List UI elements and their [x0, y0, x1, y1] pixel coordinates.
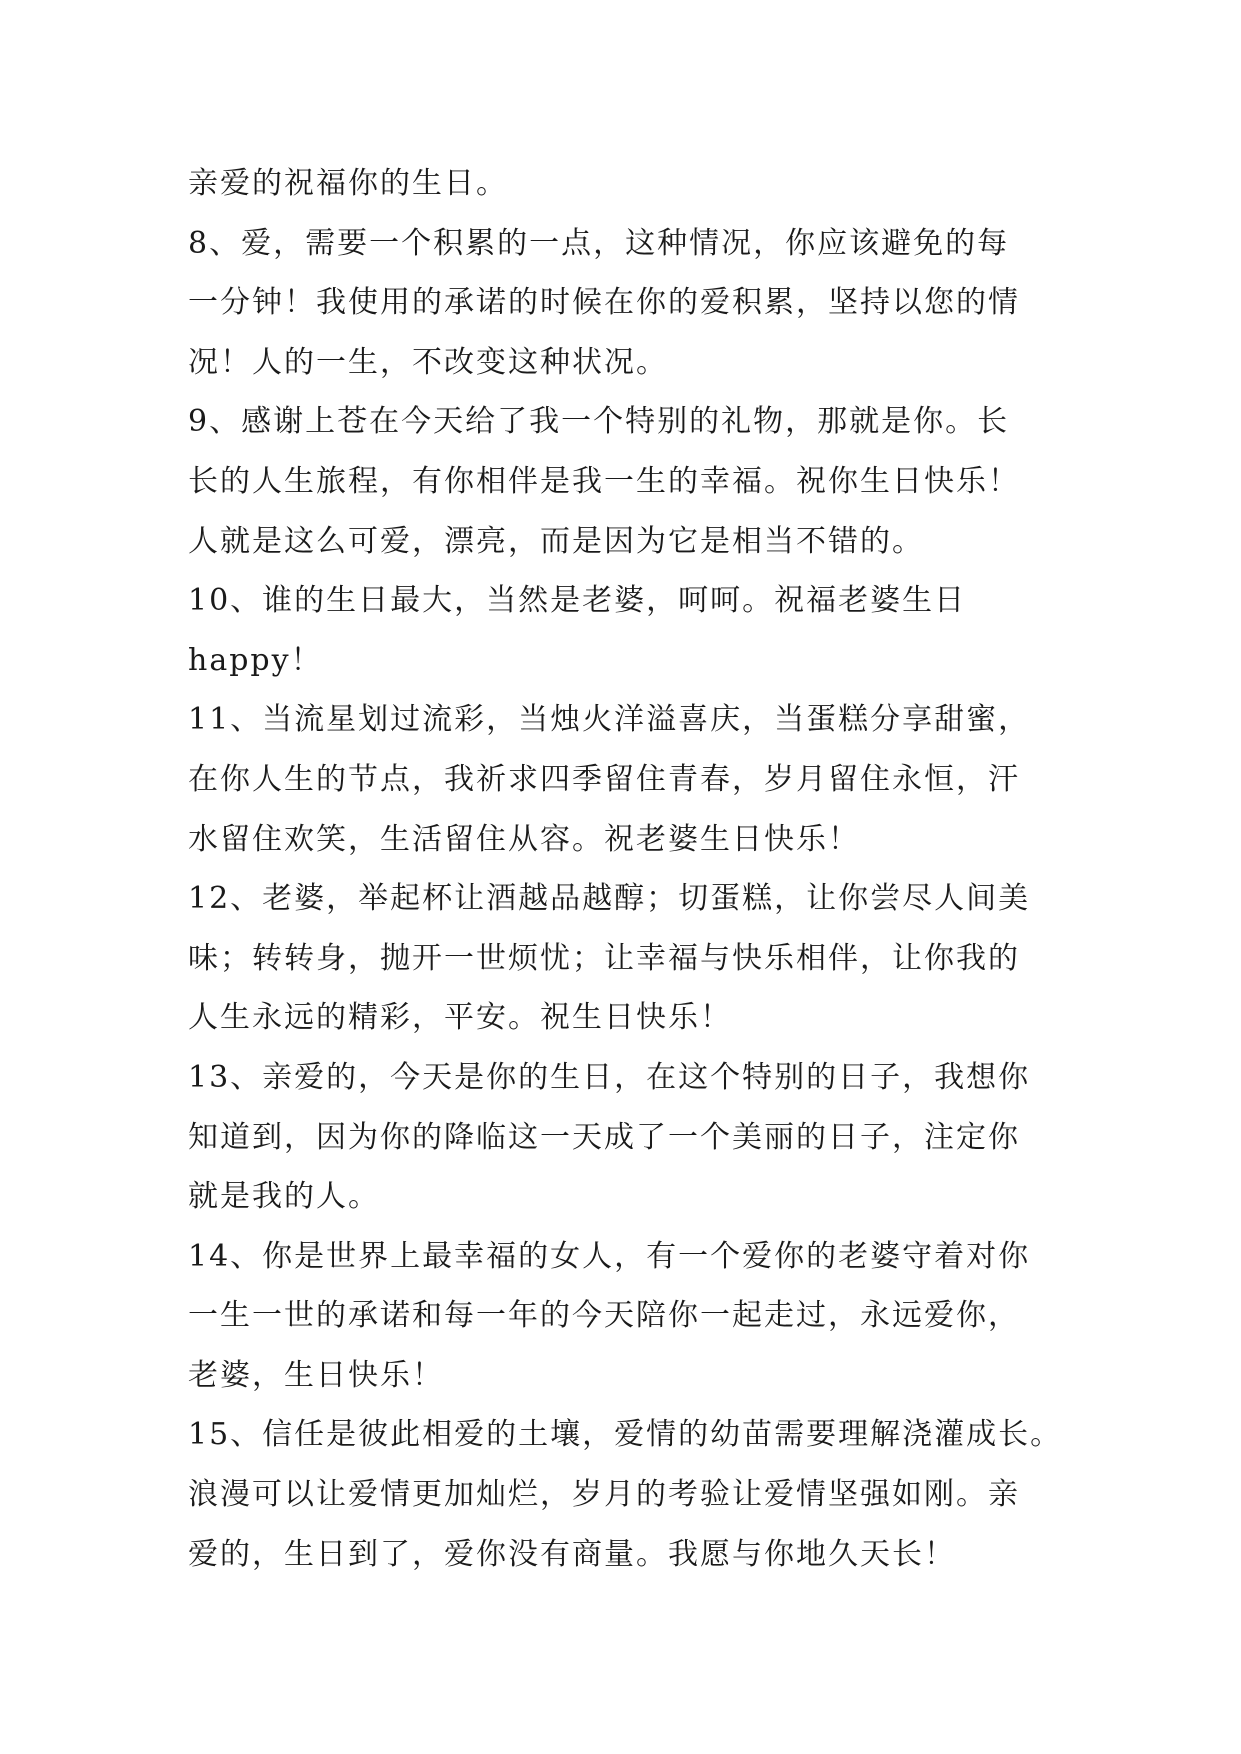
text-line: 在你人生的节点，我祈求四季留住青春，岁月留住永恒，汗	[188, 761, 1020, 797]
text-line: 一生一世的承诺和每一年的今天陪你一起走过，永远爱你，	[188, 1298, 1020, 1334]
text-line: 一分钟！我使用的承诺的时候在你的爱积累，坚持以您的情	[188, 285, 1020, 321]
text-line: 水留住欢笑，生活留住从容。祝老婆生日快乐！	[188, 821, 860, 857]
text-line: 浪漫可以让爱情更加灿烂，岁月的考验让爱情坚强如刚。亲	[188, 1477, 1020, 1513]
text-line: 就是我的人。	[188, 1179, 380, 1215]
text-line: 人生永远的精彩，平安。祝生日快乐！	[188, 1000, 732, 1036]
text-line: 况！人的一生，不改变这种状况。	[188, 344, 668, 380]
text-line: 11、当流星划过流彩，当烛火洋溢喜庆，当蛋糕分享甜蜜，	[188, 702, 1031, 738]
text-line: 15、信任是彼此相爱的土壤，爱情的幼苗需要理解浇灌成长。	[188, 1417, 1063, 1453]
text-line: 13、亲爱的，今天是你的生日，在这个特别的日子，我想你	[188, 1059, 1031, 1095]
text-line: 人就是这么可爱，漂亮，而是因为它是相当不错的。	[188, 523, 924, 559]
text-line: 长的人生旅程，有你相伴是我一生的幸福。祝你生日快乐！	[188, 463, 1020, 499]
text-line: 8、爱，需要一个积累的一点，这种情况，你应该避免的每	[188, 225, 1010, 261]
text-line: 10、谁的生日最大，当然是老婆，呵呵。祝福老婆生日	[188, 583, 967, 619]
text-line: 亲爱的祝福你的生日。	[188, 166, 508, 201]
text-line: 14、你是世界上最幸福的女人，有一个爱你的老婆守着对你	[188, 1238, 1031, 1274]
text-line: 味；转转身，抛开一世烦忧；让幸福与快乐相伴，让你我的	[188, 940, 1020, 976]
text-line: 知道到，因为你的降临这一天成了一个美丽的日子，注定你	[188, 1119, 1020, 1155]
text-line: 9、感谢上苍在今天给了我一个特别的礼物，那就是你。长	[188, 404, 1010, 440]
text-line: 老婆，生日快乐！	[188, 1357, 444, 1393]
text-line: 爱的，生日到了，爱你没有商量。我愿与你地久天长！	[188, 1536, 956, 1572]
text-line: happy！	[188, 642, 323, 678]
text-line: 12、老婆，举起杯让酒越品越醇；切蛋糕，让你尝尽人间美	[188, 881, 1031, 917]
document-body	[188, 154, 1063, 1584]
